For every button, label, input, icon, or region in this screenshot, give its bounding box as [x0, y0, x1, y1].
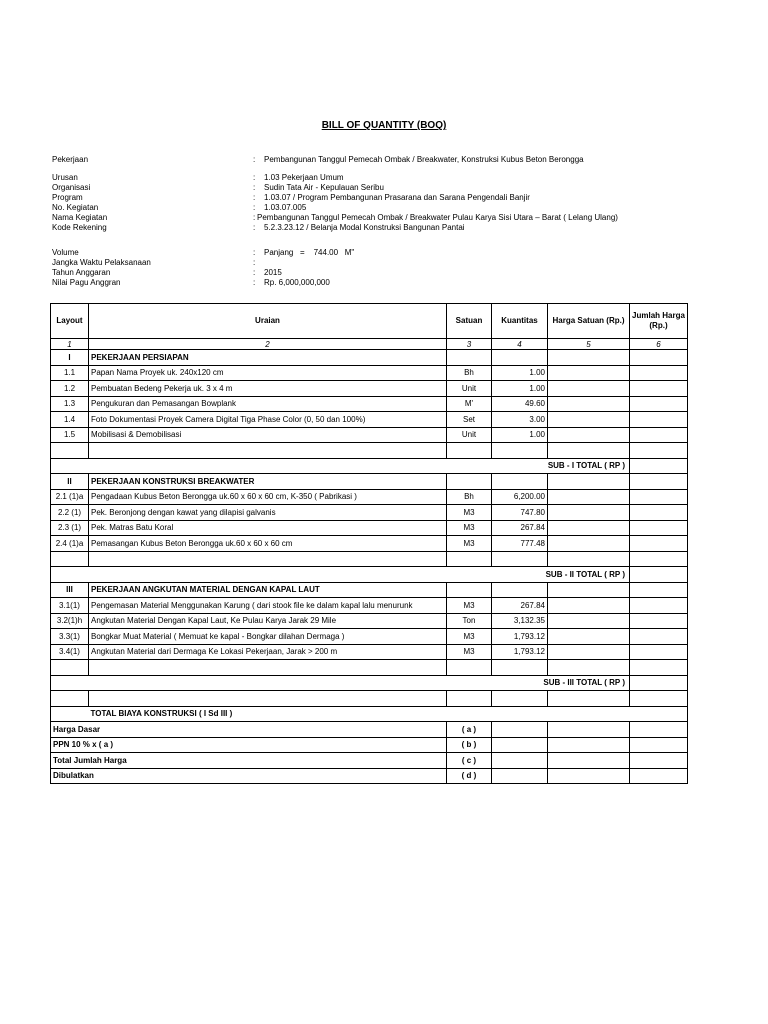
- item-jumlah-harga: [630, 520, 688, 536]
- item-satuan: Set: [447, 412, 492, 428]
- item-kuantitas: 1.00: [492, 365, 548, 381]
- empty-cell: [447, 582, 492, 598]
- subtotal-label: SUB - II TOTAL ( RP ): [51, 567, 630, 583]
- empty-cell: [548, 474, 630, 490]
- item-number: 3.1(1): [51, 598, 89, 614]
- empty-cell: [492, 691, 548, 707]
- empty-cell: [548, 660, 630, 676]
- table-row: [51, 613, 688, 629]
- empty-cell: [548, 768, 630, 784]
- item-number: 2.2 (1): [51, 505, 89, 521]
- summary-label: PPN 10 % x ( a ): [51, 737, 447, 753]
- empty-cell: [548, 753, 630, 769]
- subtotal-row: [51, 567, 688, 583]
- empty-cell: [447, 474, 492, 490]
- summary-row: [51, 722, 688, 738]
- item-kuantitas: 777.48: [492, 536, 548, 552]
- empty-cell: [548, 350, 630, 366]
- table-row: [51, 396, 688, 412]
- item-harga-satuan: [548, 520, 630, 536]
- item-number: 1.2: [51, 381, 89, 397]
- summary-code: ( b ): [447, 737, 492, 753]
- item-satuan: Unit: [447, 381, 492, 397]
- item-kuantitas: 3,132.35: [492, 613, 548, 629]
- item-satuan: Bh: [447, 365, 492, 381]
- item-jumlah-harga: [630, 396, 688, 412]
- item-number: 1.3: [51, 396, 89, 412]
- header-layout: Layout: [51, 304, 89, 339]
- item-uraian: Angkutan Material Dengan Kapal Laut, Ke Pulau Karya Jarak 29 Mile: [89, 613, 447, 629]
- empty-cell: [548, 443, 630, 459]
- document-title: BILL OF QUANTITY (BOQ): [321, 120, 447, 131]
- empty-cell: [630, 350, 688, 366]
- empty-cell: [548, 551, 630, 567]
- empty-cell: [51, 691, 89, 707]
- summary-value: [630, 722, 688, 738]
- item-satuan: M3: [447, 598, 492, 614]
- item-jumlah-harga: [630, 629, 688, 645]
- table-row: [51, 629, 688, 645]
- empty-cell: [447, 350, 492, 366]
- item-satuan: Unit: [447, 427, 492, 443]
- item-kuantitas: 747.80: [492, 505, 548, 521]
- item-uraian: Angkutan Material dari Dermaga Ke Lokasi Pekerjaan, Jarak > 200 m: [89, 644, 447, 660]
- header-satuan: Satuan: [447, 304, 492, 339]
- item-harga-satuan: [548, 536, 630, 552]
- empty-cell: [492, 551, 548, 567]
- item-number: 3.2(1)h: [51, 613, 89, 629]
- empty-cell: [492, 582, 548, 598]
- empty-cell: [51, 660, 89, 676]
- item-satuan: M': [447, 396, 492, 412]
- item-uraian: Foto Dokumentasi Proyek Camera Digital Tiga Phase Color (0, 50 dan 100%): [89, 412, 447, 428]
- section-header-row: [51, 474, 688, 490]
- item-uraian: Mobilisasi & Demobilisasi: [89, 427, 447, 443]
- item-satuan: Bh: [447, 489, 492, 505]
- item-jumlah-harga: [630, 365, 688, 381]
- item-harga-satuan: [548, 427, 630, 443]
- table-row: [51, 365, 688, 381]
- item-jumlah-harga: [630, 644, 688, 660]
- empty-cell: [630, 443, 688, 459]
- table-row: [51, 427, 688, 443]
- item-kuantitas: 267.84: [492, 520, 548, 536]
- table-row: [51, 598, 688, 614]
- section-number: I: [51, 350, 89, 366]
- item-jumlah-harga: [630, 489, 688, 505]
- empty-row: [51, 443, 688, 459]
- table-row: [51, 505, 688, 521]
- item-kuantitas: 6,200.00: [492, 489, 548, 505]
- empty-cell: [492, 474, 548, 490]
- subtotal-row: [51, 458, 688, 474]
- item-jumlah-harga: [630, 381, 688, 397]
- summary-code: ( d ): [447, 768, 492, 784]
- empty-cell: [51, 443, 89, 459]
- item-kuantitas: 1.00: [492, 427, 548, 443]
- section-number: II: [51, 474, 89, 490]
- item-uraian: Bongkar Muat Material ( Memuat ke kapal - Bongkar dilahan Dermaga ): [89, 629, 447, 645]
- item-number: 2.3 (1): [51, 520, 89, 536]
- section-title: PEKERJAAN ANGKUTAN MATERIAL DENGAN KAPAL LAUT: [89, 582, 447, 598]
- item-uraian: Pembuatan Bedeng Pekerja uk. 3 x 4 m: [89, 381, 447, 397]
- empty-cell: [492, 737, 548, 753]
- item-harga-satuan: [548, 396, 630, 412]
- col-number: 6: [630, 339, 688, 350]
- item-uraian: Papan Nama Proyek uk. 240x120 cm: [89, 365, 447, 381]
- item-kuantitas: 267.84: [492, 598, 548, 614]
- empty-cell: [447, 443, 492, 459]
- item-uraian: Pemasangan Kubus Beton Berongga uk.60 x 60 x 60 cm: [89, 536, 447, 552]
- section-title: PEKERJAAN PERSIAPAN: [89, 350, 447, 366]
- empty-cell: [447, 691, 492, 707]
- table-header-row: [51, 304, 688, 339]
- empty-cell: [51, 551, 89, 567]
- empty-cell: [630, 474, 688, 490]
- item-harga-satuan: [548, 365, 630, 381]
- col-number: 2: [89, 339, 447, 350]
- item-satuan: M3: [447, 629, 492, 645]
- empty-row: [51, 660, 688, 676]
- empty-cell: [492, 660, 548, 676]
- empty-cell: [548, 691, 630, 707]
- summary-row: [51, 768, 688, 784]
- table-row: [51, 412, 688, 428]
- subtotal-label: SUB - I TOTAL ( RP ): [51, 458, 630, 474]
- column-number-row: [51, 339, 688, 350]
- item-harga-satuan: [548, 598, 630, 614]
- empty-cell: [89, 660, 447, 676]
- empty-cell: [548, 737, 630, 753]
- item-satuan: M3: [447, 505, 492, 521]
- item-jumlah-harga: [630, 427, 688, 443]
- item-number: 1.5: [51, 427, 89, 443]
- empty-cell: [89, 443, 447, 459]
- summary-label: Dibulatkan: [51, 768, 447, 784]
- empty-cell: [89, 691, 447, 707]
- summary-label: Harga Dasar: [51, 722, 447, 738]
- empty-cell: [492, 722, 548, 738]
- item-kuantitas: 1.00: [492, 381, 548, 397]
- total-title: TOTAL BIAYA KONSTRUKSI ( I Sd III ): [89, 706, 688, 722]
- empty-cell: [89, 551, 447, 567]
- item-harga-satuan: [548, 644, 630, 660]
- table-row: [51, 644, 688, 660]
- summary-code: ( a ): [447, 722, 492, 738]
- summary-row: [51, 737, 688, 753]
- item-harga-satuan: [548, 412, 630, 428]
- summary-code: ( c ): [447, 753, 492, 769]
- empty-cell: [548, 722, 630, 738]
- empty-cell: [492, 443, 548, 459]
- col-number: 3: [447, 339, 492, 350]
- empty-cell: [492, 753, 548, 769]
- summary-label: Total Jumlah Harga: [51, 753, 447, 769]
- empty-cell: [51, 706, 89, 722]
- empty-cell: [630, 582, 688, 598]
- item-number: 1.1: [51, 365, 89, 381]
- item-jumlah-harga: [630, 536, 688, 552]
- empty-row: [51, 691, 688, 707]
- empty-cell: [630, 551, 688, 567]
- header-jumlah-harga: Jumlah Harga (Rp.): [630, 304, 688, 339]
- subtotal-value: [630, 675, 688, 691]
- item-kuantitas: 1,793.12: [492, 644, 548, 660]
- section-title: PEKERJAAN KONSTRUKSI BREAKWATER: [89, 474, 447, 490]
- section-number: III: [51, 582, 89, 598]
- empty-cell: [492, 350, 548, 366]
- summary-row: [51, 753, 688, 769]
- item-number: 2.1 (1)a: [51, 489, 89, 505]
- empty-cell: [548, 582, 630, 598]
- empty-cell: [630, 691, 688, 707]
- subtotal-value: [630, 567, 688, 583]
- item-satuan: Ton: [447, 613, 492, 629]
- item-uraian: Pengemasan Material Menggunakan Karung ( dari stook file ke dalam kapal lalu menurunk: [89, 598, 447, 614]
- boq-table: [50, 303, 688, 784]
- item-jumlah-harga: [630, 505, 688, 521]
- col-number: 1: [51, 339, 89, 350]
- item-harga-satuan: [548, 489, 630, 505]
- header-kuantitas: Kuantitas: [492, 304, 548, 339]
- col-number: 5: [548, 339, 630, 350]
- table-row: [51, 489, 688, 505]
- item-satuan: M3: [447, 520, 492, 536]
- empty-cell: [492, 768, 548, 784]
- item-jumlah-harga: [630, 598, 688, 614]
- item-uraian: Pek. Beronjong dengan kawat yang dilapisi galvanis: [89, 505, 447, 521]
- item-uraian: Pengukuran dan Pemasangan Bowplank: [89, 396, 447, 412]
- table-row: [51, 520, 688, 536]
- item-harga-satuan: [548, 613, 630, 629]
- item-satuan: M3: [447, 536, 492, 552]
- item-harga-satuan: [548, 629, 630, 645]
- item-kuantitas: 49.60: [492, 396, 548, 412]
- empty-row: [51, 551, 688, 567]
- total-title-row: [51, 706, 688, 722]
- item-jumlah-harga: [630, 613, 688, 629]
- subtotal-value: [630, 458, 688, 474]
- item-number: 3.4(1): [51, 644, 89, 660]
- item-number: 2.4 (1)a: [51, 536, 89, 552]
- subtotal-label: SUB - III TOTAL ( RP ): [51, 675, 630, 691]
- table-row: [51, 381, 688, 397]
- empty-cell: [447, 551, 492, 567]
- item-kuantitas: 3.00: [492, 412, 548, 428]
- table-row: [51, 536, 688, 552]
- subtotal-row: [51, 675, 688, 691]
- item-uraian: Pek. Matras Batu Koral: [89, 520, 447, 536]
- header-uraian: Uraian: [89, 304, 447, 339]
- item-harga-satuan: [548, 505, 630, 521]
- item-satuan: M3: [447, 644, 492, 660]
- empty-cell: [630, 660, 688, 676]
- empty-cell: [447, 660, 492, 676]
- item-number: 3.3(1): [51, 629, 89, 645]
- summary-value: [630, 737, 688, 753]
- header-harga-satuan: Harga Satuan (Rp.): [548, 304, 630, 339]
- summary-value: [630, 753, 688, 769]
- section-header-row: [51, 582, 688, 598]
- item-number: 1.4: [51, 412, 89, 428]
- item-kuantitas: 1,793.12: [492, 629, 548, 645]
- item-harga-satuan: [548, 381, 630, 397]
- section-header-row: [51, 350, 688, 366]
- item-uraian: Pengadaan Kubus Beton Berongga uk.60 x 60 x 60 cm, K-350 ( Pabrikasi ): [89, 489, 447, 505]
- summary-value: [630, 768, 688, 784]
- col-number: 4: [492, 339, 548, 350]
- item-jumlah-harga: [630, 412, 688, 428]
